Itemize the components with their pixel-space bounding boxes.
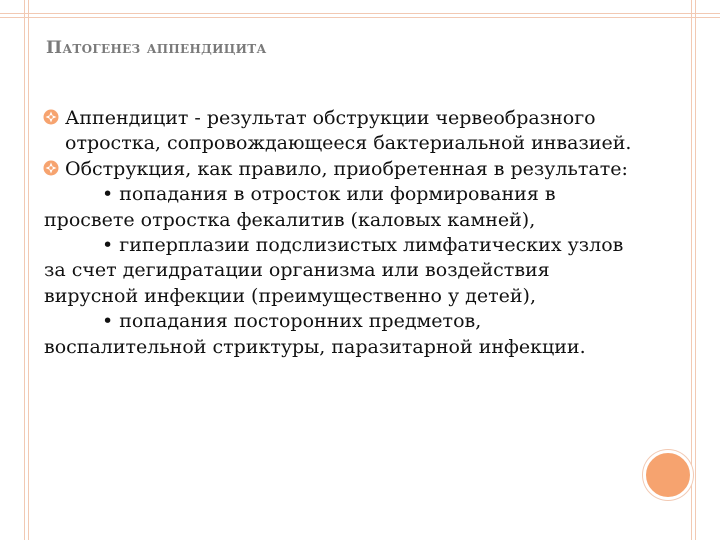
frame-line-left xyxy=(24,0,25,540)
sub-item: • попадания в отросток или формирования в просвете отростка фекалитив (каловых камней), xyxy=(44,183,556,231)
circle-decoration xyxy=(643,450,693,500)
slide-title: Патогенез аппендицита xyxy=(46,38,267,58)
sub-item: • гиперплазии подслизистых лимфатических узлов за счет дегидратации организма или воздействия вирусной инфекции (преимущественно у детей), xyxy=(44,234,624,307)
bullet-item xyxy=(44,157,644,182)
frame-line-right-inner xyxy=(691,0,692,540)
bullet-item xyxy=(44,106,644,157)
sub-item: • попадания посторонних предметов, воспалительной стриктуры, паразитарной инфекции. xyxy=(44,310,586,358)
flower-bullet-icon xyxy=(43,109,59,125)
frame-line-top-inner xyxy=(0,17,720,18)
bullet-text: Аппендицит - результат обструкции червеобразного отростка, сопровождающееся бактериальной инвазией. xyxy=(65,107,632,155)
bullet-text: Обструкция, как правило, приобретенная в результате: xyxy=(65,157,628,180)
frame-line-top xyxy=(0,13,720,14)
slide-content xyxy=(44,106,644,360)
flower-bullet-icon xyxy=(43,160,59,176)
frame-line-right xyxy=(695,0,696,540)
frame-line-left-inner xyxy=(28,0,29,540)
